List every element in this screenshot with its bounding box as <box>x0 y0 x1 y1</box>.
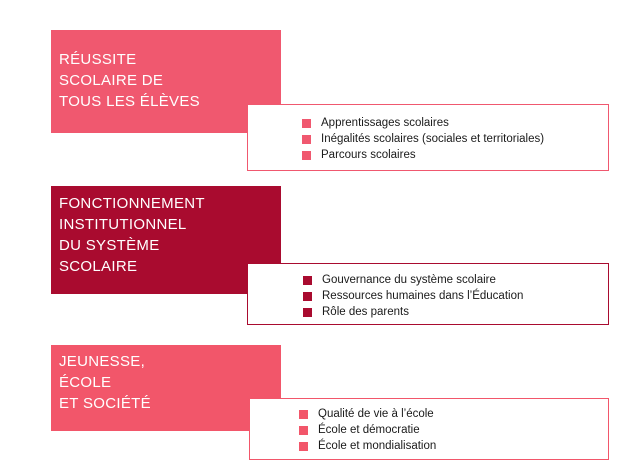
list-item-label: Inégalités scolaires (sociales et territoriales) <box>321 133 545 145</box>
list-item-label: Gouvernance du système scolaire <box>322 274 496 286</box>
list-item-label: École et démocratie <box>318 424 420 436</box>
square-bullet-icon <box>303 308 312 317</box>
list-item-label: Ressources humaines dans l’Éducation <box>322 290 524 302</box>
list-item <box>302 147 544 163</box>
list-item <box>302 131 544 147</box>
list-item-label: Apprentissages scolaires <box>321 117 449 129</box>
theme-title-line: DU SYSTÈME <box>59 237 160 254</box>
theme-title-box-3 <box>51 345 281 431</box>
list-item <box>303 304 523 320</box>
square-bullet-icon <box>303 292 312 301</box>
theme-number-3: 3 <box>256 397 273 430</box>
square-bullet-icon <box>302 151 311 160</box>
theme-items-list-3 <box>299 406 436 454</box>
list-item <box>302 115 544 131</box>
theme-title-line: SCOLAIRE <box>59 258 138 275</box>
theme-title-line: JEUNESSE, <box>59 353 146 370</box>
theme-items-list-2 <box>303 272 523 320</box>
square-bullet-icon <box>299 442 308 451</box>
square-bullet-icon <box>302 135 311 144</box>
square-bullet-icon <box>299 426 308 435</box>
list-item-label: École et mondialisation <box>318 440 437 452</box>
theme-items-list-1 <box>302 115 544 163</box>
list-item-label: Qualité de vie à l’école <box>318 408 434 420</box>
theme-number-1: 1 <box>252 102 269 135</box>
theme-title-line: SCOLAIRE DE <box>59 72 164 89</box>
theme-title-line: TOUS LES ÉLÈVES <box>59 93 200 110</box>
theme-title-line: INSTITUTIONNEL <box>59 216 187 233</box>
list-item <box>303 288 523 304</box>
list-item <box>299 438 436 454</box>
square-bullet-icon <box>302 119 311 128</box>
square-bullet-icon <box>299 410 308 419</box>
square-bullet-icon <box>303 276 312 285</box>
list-item <box>299 422 436 438</box>
list-item-label: Parcours scolaires <box>321 149 416 161</box>
theme-number-2: 2 <box>253 262 270 295</box>
list-item <box>303 272 523 288</box>
theme-title-line: RÉUSSITE <box>59 51 137 68</box>
theme-title-line: ET SOCIÉTÉ <box>59 395 151 412</box>
list-item-label: Rôle des parents <box>322 306 409 318</box>
theme-title-line: ÉCOLE <box>59 374 112 391</box>
list-item <box>299 406 436 422</box>
theme-title-line: FONCTIONNEMENT <box>59 195 205 212</box>
